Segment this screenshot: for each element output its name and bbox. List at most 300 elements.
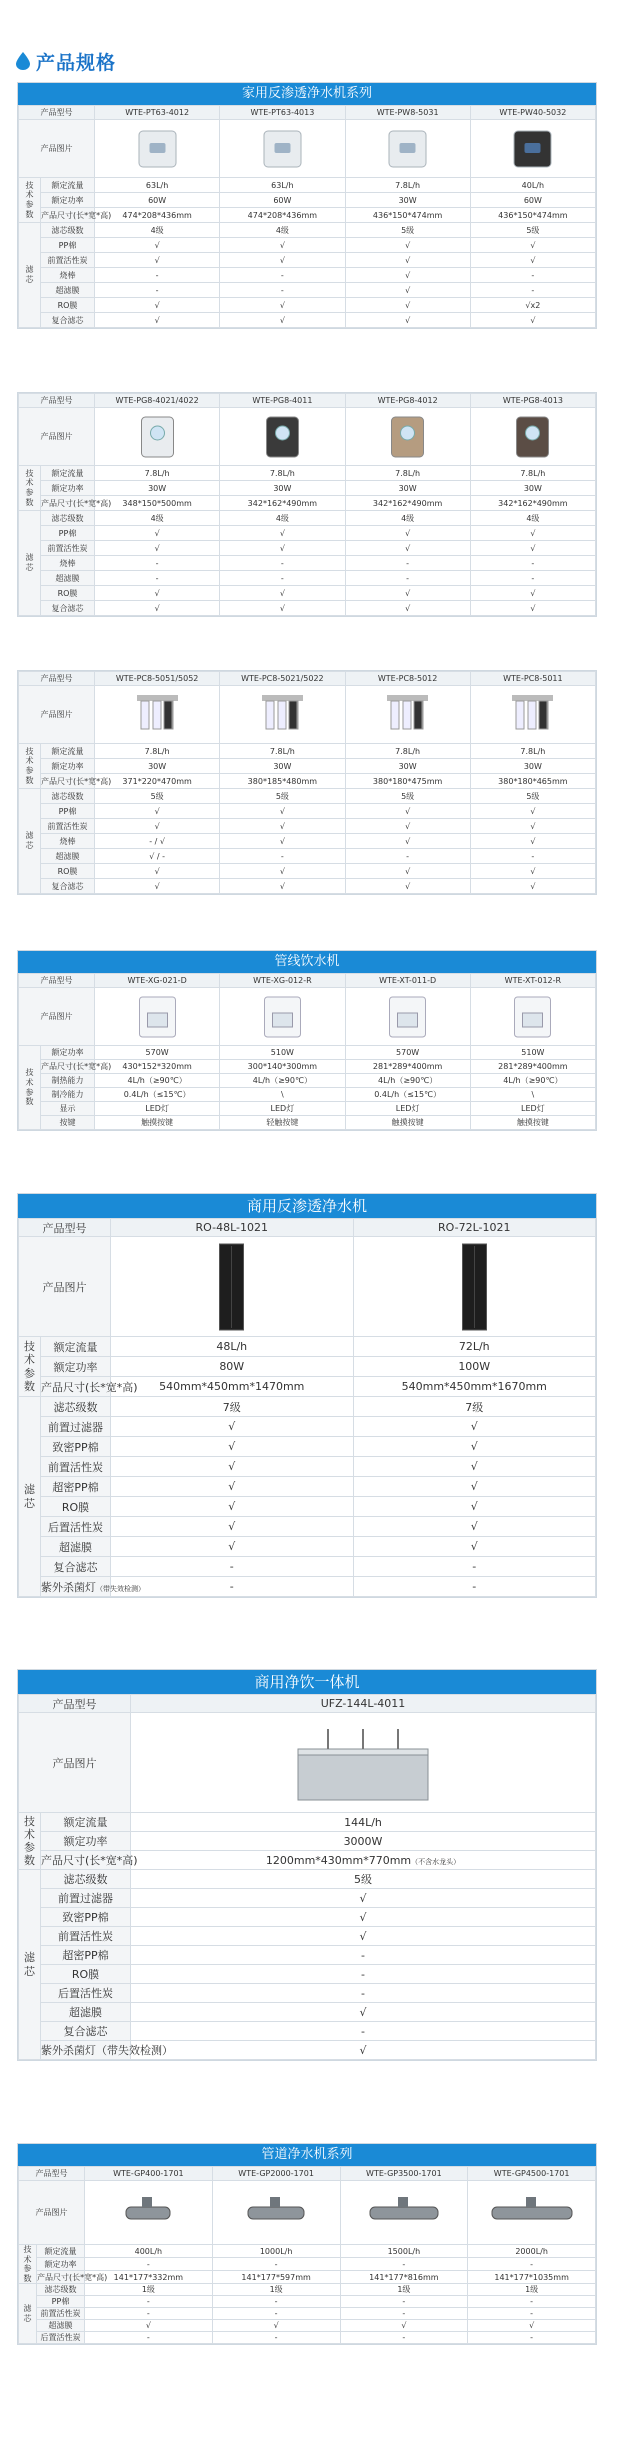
cell-value: √ [340, 2320, 468, 2332]
cell-value: - [340, 2258, 468, 2271]
filter-group-label: 滤 芯 [19, 223, 41, 328]
product-image-cell [340, 2181, 468, 2245]
row-label: PP棉 [41, 804, 95, 819]
cell-value: √ [470, 819, 595, 834]
model-name: WTE-XG-021-D [95, 974, 220, 988]
row-label: 滤芯级数 [41, 223, 95, 238]
product-image [366, 2186, 442, 2240]
row-label: 前置活性炭 [41, 253, 95, 268]
water-drop-icon [16, 52, 30, 70]
model-label: 产品型号 [19, 106, 95, 120]
row-label: 超密PP棉 [41, 1477, 111, 1497]
product-image-cell [212, 2181, 340, 2245]
product-image [425, 1242, 524, 1332]
cell-value: √ [111, 1457, 354, 1477]
row-label: 紫外杀菌灯（带失效检测） [41, 1577, 111, 1597]
cell-value: √ [95, 601, 220, 616]
product-image-cell [468, 2181, 596, 2245]
model-name: WTE-PW40-5032 [470, 106, 595, 120]
cell-value: √ [95, 541, 220, 556]
cell-value: 4级 [345, 511, 470, 526]
model-name: RO-48L-1021 [111, 1219, 354, 1237]
cell-value: 400L/h [85, 2245, 213, 2258]
cell-value: 7.8L/h [220, 744, 345, 759]
product-image-cell [345, 120, 470, 178]
cell-value: √ [353, 1497, 596, 1517]
cell-value: √ [111, 1537, 354, 1557]
cell-value: √ [95, 864, 220, 879]
cell-value: √ [220, 298, 345, 313]
cell-value: 5级 [95, 789, 220, 804]
filter-group-label: 滤 芯 [19, 1870, 41, 2060]
cell-value: - [131, 1984, 596, 2003]
cell-value: √ [468, 2320, 596, 2332]
cell-value: √ [131, 1889, 596, 1908]
model-name: WTE-GP4500-1701 [468, 2167, 596, 2181]
tech-group-label: 技 术 参 数 [19, 1337, 41, 1397]
cell-value: √ [345, 864, 470, 879]
model-label: 产品型号 [19, 2167, 85, 2181]
cell-value: - [468, 2332, 596, 2344]
cell-value: 281*289*400mm [470, 1060, 595, 1074]
product-image [182, 1242, 281, 1332]
cell-value: - [212, 2332, 340, 2344]
cell-value: √ [220, 879, 345, 894]
cell-value: √ [470, 253, 595, 268]
model-name: RO-72L-1021 [353, 1219, 596, 1237]
filter-group-label: 滤 芯 [19, 2284, 37, 2344]
product-image-cell [470, 988, 595, 1046]
row-label: PP棉 [37, 2296, 85, 2308]
product-image [506, 413, 559, 461]
cell-value: 474*208*436mm [95, 208, 220, 223]
cell-value: 轻触按键 [220, 1116, 345, 1130]
cell-value: √ [470, 541, 595, 556]
filter-group-label: 滤 芯 [19, 1397, 41, 1597]
product-image-cell [111, 1237, 354, 1337]
image-label: 产品图片 [19, 1237, 111, 1337]
cell-value: 63L/h [220, 178, 345, 193]
cell-value: √ [345, 541, 470, 556]
model-label: 产品型号 [19, 974, 95, 988]
cell-value: √ [345, 601, 470, 616]
row-label: 滤芯级数 [41, 511, 95, 526]
cell-value: √ [220, 526, 345, 541]
cell-value: 1000L/h [212, 2245, 340, 2258]
cell-value: 1200mm*430mm*770mm（不含水龙头） [131, 1851, 596, 1870]
cell-value: 4级 [95, 223, 220, 238]
cell-value: LED灯 [95, 1102, 220, 1116]
product-image [506, 125, 559, 173]
image-label: 产品图片 [19, 2181, 85, 2245]
cell-value: - [85, 2296, 213, 2308]
product-image [381, 691, 434, 739]
cell-value: - [220, 556, 345, 571]
row-label: 额定流量 [41, 1337, 111, 1357]
model-name: WTE-PC8-5011 [470, 672, 595, 686]
cell-value: √ [220, 238, 345, 253]
row-label: 后置活性炭 [37, 2332, 85, 2344]
cell-value: - [353, 1577, 596, 1597]
cell-value: 4级 [220, 511, 345, 526]
model-label: 产品型号 [19, 1219, 111, 1237]
product-image-cell [95, 988, 220, 1046]
cell-value: √ [95, 879, 220, 894]
cell-value: 570W [345, 1046, 470, 1060]
product-image-cell [220, 120, 345, 178]
cell-value: 5级 [470, 223, 595, 238]
spec-section [17, 82, 597, 329]
cell-value: 436*150*474mm [345, 208, 470, 223]
cell-value: √ [95, 298, 220, 313]
cell-value: √ [220, 864, 345, 879]
cell-value: - [95, 556, 220, 571]
section-title: 商用反渗透净水机 [18, 1194, 596, 1218]
row-label: 额定流量 [41, 744, 95, 759]
model-name: WTE-PG8-4021/4022 [95, 394, 220, 408]
cell-value: - [340, 2308, 468, 2320]
cell-value: - [95, 571, 220, 586]
cell-value: 60W [470, 193, 595, 208]
spec-table [18, 1218, 596, 1597]
cell-value: - [85, 2308, 213, 2320]
cell-value: √ [345, 283, 470, 298]
cell-value: √ [345, 238, 470, 253]
cell-value: √ [220, 804, 345, 819]
product-image [256, 125, 309, 173]
model-label: 产品型号 [19, 672, 95, 686]
cell-value: 342*162*490mm [470, 496, 595, 511]
cell-value: 30W [95, 759, 220, 774]
tech-group-label: 技 术 参 数 [19, 178, 41, 223]
spec-table [18, 973, 596, 1130]
cell-value: 7.8L/h [345, 466, 470, 481]
cell-value: 5级 [220, 789, 345, 804]
cell-value: 0.4L/h（≤15℃） [345, 1088, 470, 1102]
cell-value: - [212, 2258, 340, 2271]
row-label: 超滤膜 [37, 2320, 85, 2332]
row-label: 额定功率 [37, 2258, 85, 2271]
cell-value: 30W [345, 193, 470, 208]
product-image [131, 413, 184, 461]
row-label: RO膜 [41, 586, 95, 601]
filter-group-label: 滤 芯 [19, 789, 41, 894]
spec-section [17, 2143, 597, 2345]
product-image-cell [220, 988, 345, 1046]
row-label: 烧棒 [41, 268, 95, 283]
product-image [122, 2186, 174, 2240]
row-label: 前置过滤器 [41, 1417, 111, 1437]
cell-value: 63L/h [95, 178, 220, 193]
cell-value: √ [345, 313, 470, 328]
row-label: 额定功率 [41, 1832, 131, 1851]
cell-value: 7.8L/h [220, 466, 345, 481]
cell-value: √ [95, 804, 220, 819]
cell-value: 510W [470, 1046, 595, 1060]
cell-value: √ / - [95, 849, 220, 864]
cell-value: √ [353, 1457, 596, 1477]
row-label: 超滤膜 [41, 1537, 111, 1557]
row-label: 显示 [41, 1102, 95, 1116]
row-label: 额定功率 [41, 193, 95, 208]
cell-value: √ [220, 601, 345, 616]
cell-value: 40L/h [470, 178, 595, 193]
product-image-cell [131, 1713, 596, 1813]
model-name: WTE-PC8-5012 [345, 672, 470, 686]
cell-value: - [345, 571, 470, 586]
cell-value: - [131, 2022, 596, 2041]
row-label: 超滤膜 [41, 283, 95, 298]
cell-value: √ [220, 586, 345, 601]
cell-value: - [220, 849, 345, 864]
image-label: 产品图片 [19, 120, 95, 178]
cell-value: 5级 [470, 789, 595, 804]
row-label: 烧棒 [41, 556, 95, 571]
row-label: RO膜 [41, 864, 95, 879]
cell-value: √ [345, 879, 470, 894]
row-label: 复合滤芯 [41, 879, 95, 894]
product-image [131, 691, 184, 739]
cell-value: - [85, 2258, 213, 2271]
section-title: 商用净饮一体机 [18, 1670, 596, 1694]
cell-value: √ [95, 313, 220, 328]
product-image-cell [85, 2181, 213, 2245]
cell-value: - [470, 283, 595, 298]
product-image [256, 691, 309, 739]
cell-value: - [95, 268, 220, 283]
row-label: PP棉 [41, 238, 95, 253]
cell-value: 430*152*320mm [95, 1060, 220, 1074]
model-name: WTE-PG8-4011 [220, 394, 345, 408]
cell-value: 474*208*436mm [220, 208, 345, 223]
cell-value: - [212, 2308, 340, 2320]
row-label: RO膜 [41, 1497, 111, 1517]
cell-value: √ [131, 2003, 596, 2022]
cell-value: - [353, 1557, 596, 1577]
cell-value: - [468, 2258, 596, 2271]
cell-value: 1级 [212, 2284, 340, 2296]
cell-value: - [468, 2296, 596, 2308]
model-name: UFZ-144L-4011 [131, 1695, 596, 1713]
product-image-cell [220, 408, 345, 466]
row-label: 前置活性炭 [41, 819, 95, 834]
cell-value: √ [345, 586, 470, 601]
cell-value: 60W [220, 193, 345, 208]
row-label: 致密PP棉 [41, 1437, 111, 1457]
product-image [506, 691, 559, 739]
model-name: WTE-GP3500-1701 [340, 2167, 468, 2181]
page-title: 产品规格 [36, 51, 117, 74]
model-name: WTE-XT-012-R [470, 974, 595, 988]
cell-value: 触摸按键 [95, 1116, 220, 1130]
cell-value: 4级 [95, 511, 220, 526]
cell-value: √ [131, 1908, 596, 1927]
cell-value: 540mm*450mm*1670mm [353, 1377, 596, 1397]
cell-value: 141*177*597mm [212, 2271, 340, 2284]
cell-value: √ [95, 586, 220, 601]
spec-section [17, 950, 597, 1131]
cell-value: 4L/h（≥90℃） [220, 1074, 345, 1088]
cell-value: √ [111, 1497, 354, 1517]
cell-value: 5级 [345, 789, 470, 804]
cell-value: 1级 [85, 2284, 213, 2296]
spec-table [18, 671, 596, 894]
cell-value: 141*177*1035mm [468, 2271, 596, 2284]
cell-value: 342*162*490mm [345, 496, 470, 511]
model-name: WTE-GP2000-1701 [212, 2167, 340, 2181]
product-image-cell [353, 1237, 596, 1337]
cell-value: 7.8L/h [470, 466, 595, 481]
cell-value: √ [470, 601, 595, 616]
cell-value: 7级 [353, 1397, 596, 1417]
row-label: 产品尺寸(长*宽*高) [41, 1851, 131, 1870]
row-label: 产品尺寸(长*宽*高) [37, 2271, 85, 2284]
model-name: WTE-PW8-5031 [345, 106, 470, 120]
cell-value: 30W [95, 481, 220, 496]
cell-value: √ [345, 268, 470, 283]
section-title: 管线饮水机 [18, 951, 596, 973]
cell-value: 60W [95, 193, 220, 208]
row-label: 产品尺寸(长*宽*高) [41, 496, 95, 511]
product-image-cell [345, 988, 470, 1046]
cell-value: 380*180*465mm [470, 774, 595, 789]
row-label: 滤芯级数 [41, 1870, 131, 1889]
row-label: 额定功率 [41, 481, 95, 496]
cell-value: 281*289*400mm [345, 1060, 470, 1074]
cell-value: √ [111, 1417, 354, 1437]
model-name: WTE-PC8-5021/5022 [220, 672, 345, 686]
cell-value: 30W [220, 759, 345, 774]
cell-value: - [111, 1557, 354, 1577]
cell-value: 5级 [345, 223, 470, 238]
cell-value: √ [220, 253, 345, 268]
row-label: 制冷能力 [41, 1088, 95, 1102]
cell-value: 436*150*474mm [470, 208, 595, 223]
row-label: 产品尺寸(长*宽*高) [41, 774, 95, 789]
cell-value: - [220, 268, 345, 283]
tech-group-label: 技 术 参 数 [19, 2245, 37, 2284]
cell-value: √ [212, 2320, 340, 2332]
product-image-cell [470, 408, 595, 466]
row-label: 前置活性炭 [41, 1457, 111, 1477]
cell-value: LED灯 [470, 1102, 595, 1116]
row-label: 产品尺寸(长*宽*高) [41, 208, 95, 223]
row-label: 产品尺寸(长*宽*高) [41, 1060, 95, 1074]
row-label: 额定功率 [41, 759, 95, 774]
image-label: 产品图片 [19, 988, 95, 1046]
cell-value: √ [470, 313, 595, 328]
row-label: RO膜 [41, 1965, 131, 1984]
cell-value: - [85, 2332, 213, 2344]
cell-value: 7.8L/h [95, 466, 220, 481]
cell-value: √ [131, 1927, 596, 1946]
row-label: 产品尺寸(长*宽*高) [41, 1377, 111, 1397]
cell-value: √ [85, 2320, 213, 2332]
cell-value: 570W [95, 1046, 220, 1060]
model-name: WTE-XG-012-R [220, 974, 345, 988]
cell-value: √ [470, 879, 595, 894]
cell-value: √ [353, 1437, 596, 1457]
product-image [256, 993, 309, 1041]
cell-value: 80W [111, 1357, 354, 1377]
cell-value: 1级 [468, 2284, 596, 2296]
row-label: 额定功率 [41, 1357, 111, 1377]
cell-value: 141*177*816mm [340, 2271, 468, 2284]
product-image [488, 2186, 576, 2240]
cell-value: \ [470, 1088, 595, 1102]
model-name: WTE-PG8-4012 [345, 394, 470, 408]
filter-group-label: 滤 芯 [19, 511, 41, 616]
section-title: 家用反渗透净水机系列 [18, 83, 596, 105]
cell-value: √ [345, 819, 470, 834]
cell-value: 30W [345, 481, 470, 496]
cell-value: 300*140*300mm [220, 1060, 345, 1074]
cell-value: √ [220, 819, 345, 834]
cell-value: - [131, 1965, 596, 1984]
cell-value: 30W [470, 759, 595, 774]
cell-value: √ [470, 804, 595, 819]
cell-value: 触摸按键 [345, 1116, 470, 1130]
tech-group-label: 技 术 参 数 [19, 1813, 41, 1870]
cell-value: - [340, 2296, 468, 2308]
cell-value: √ [345, 526, 470, 541]
model-name: WTE-PG8-4013 [470, 394, 595, 408]
tech-group-label: 技 术 参 数 [19, 1046, 41, 1130]
cell-value: 1500L/h [340, 2245, 468, 2258]
cell-value: 30W [345, 759, 470, 774]
image-label: 产品图片 [19, 686, 95, 744]
cell-value: 4L/h（≥90℃） [95, 1074, 220, 1088]
row-label: 前置活性炭 [41, 541, 95, 556]
spec-table [18, 2166, 596, 2344]
tech-group-label: 技 术 参 数 [19, 466, 41, 511]
cell-value: 0.4L/h（≤15℃） [95, 1088, 220, 1102]
product-image [381, 993, 434, 1041]
row-label: 致密PP棉 [41, 1908, 131, 1927]
product-image-cell [95, 686, 220, 744]
product-image-cell [95, 408, 220, 466]
row-label: 烧棒 [41, 834, 95, 849]
model-label: 产品型号 [19, 1695, 131, 1713]
cell-value: 348*150*500mm [95, 496, 220, 511]
model-name: WTE-PC8-5051/5052 [95, 672, 220, 686]
cell-value: - [131, 1946, 596, 1965]
cell-value: √ [353, 1517, 596, 1537]
cell-value: √ [111, 1437, 354, 1457]
cell-value: 4级 [220, 223, 345, 238]
product-image-cell [220, 686, 345, 744]
model-label: 产品型号 [19, 394, 95, 408]
model-name: WTE-PT63-4012 [95, 106, 220, 120]
model-name: WTE-GP400-1701 [85, 2167, 213, 2181]
spec-table [18, 105, 596, 328]
cell-value: 380*180*475mm [345, 774, 470, 789]
cell-value: - [345, 849, 470, 864]
row-label: 超滤膜 [41, 2003, 131, 2022]
spec-table [18, 1694, 596, 2060]
tech-group-label: 技 术 参 数 [19, 744, 41, 789]
row-label: 复合滤芯 [41, 1557, 111, 1577]
row-label: 后置活性炭 [41, 1517, 111, 1537]
cell-value: √ [470, 864, 595, 879]
cell-value: √ [220, 834, 345, 849]
cell-value: 510W [220, 1046, 345, 1060]
row-label: 复合滤芯 [41, 601, 95, 616]
cell-value: 触摸按键 [470, 1116, 595, 1130]
row-label: 滤芯级数 [41, 1397, 111, 1417]
cell-value: 380*185*480mm [220, 774, 345, 789]
row-label: 滤芯级数 [37, 2284, 85, 2296]
